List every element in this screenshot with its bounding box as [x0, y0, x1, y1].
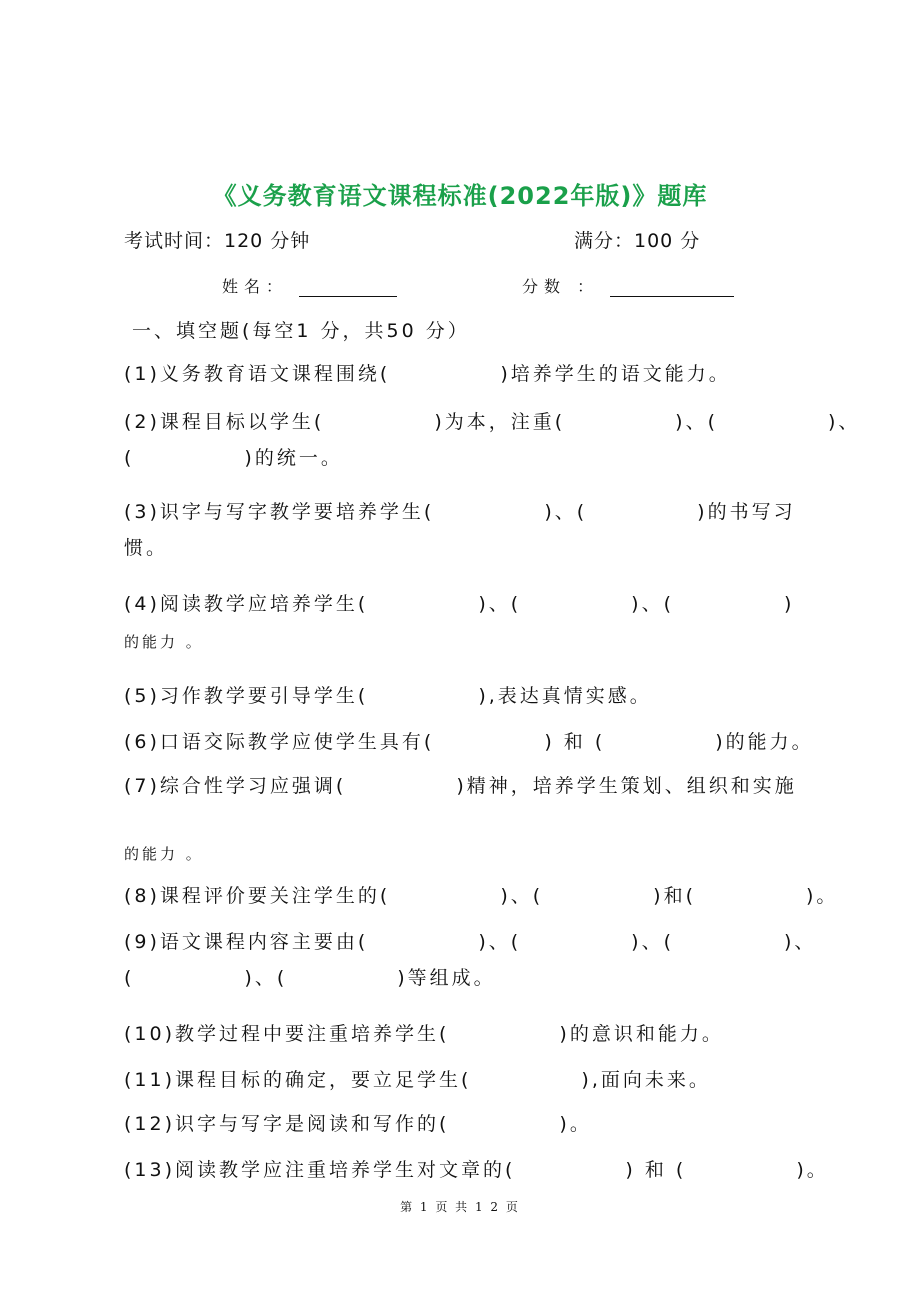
question-5: (5)习作教学要引导学生( ),表达真情实感。 — [124, 685, 652, 707]
name-field — [222, 274, 397, 297]
score-label: 分数 ： — [522, 277, 600, 296]
question-3-line-2: 惯。 — [124, 537, 169, 559]
question-7-line-2: 的能力 。 — [124, 845, 204, 863]
question-6: (6)口语交际教学应使学生具有( ) 和 ( )的能力。 — [124, 731, 814, 753]
question-3-line-1: (3)识字与写字教学要培养学生( )、( )的书写习 — [124, 501, 796, 523]
question-1: (1)义务教育语文课程围绕( )培养学生的语文能力。 — [124, 363, 731, 385]
question-7-line-1: (7)综合性学习应强调( )精神，培养学生策划、组织和实施 — [124, 775, 797, 797]
question-10: (10)教学过程中要注重培养学生( )的意识和能力。 — [124, 1023, 724, 1045]
page-footer: 第 1 页 共 1 2 页 — [400, 1200, 520, 1214]
section-title: 一、填空题(每空1 分，共50 分） — [132, 320, 470, 342]
score-blank-line — [610, 278, 734, 297]
question-12: (12)识字与写字是阅读和写作的( )。 — [124, 1113, 592, 1135]
name-blank-line — [299, 278, 397, 297]
score-field — [522, 274, 734, 297]
question-9-line-1: (9)语文课程内容主要由( )、( )、( )、 — [124, 931, 817, 953]
name-label: 姓名： — [222, 277, 289, 296]
question-8: (8)课程评价要关注学生的( )、( )和( )。 — [124, 885, 839, 907]
question-4-line-1: (4)阅读教学应培养学生( )、( )、( ) — [124, 593, 795, 615]
question-2-line-2: ( )的统一。 — [124, 447, 343, 469]
question-11: (11)课程目标的确定，要立足学生( ),面向未来。 — [124, 1069, 711, 1091]
question-2-line-1: (2)课程目标以学生( )为本，注重( )、( )、 — [124, 411, 861, 433]
document-title: 《义务教育语文课程标准(2022年版)》题库 — [212, 182, 708, 210]
question-9-line-2: ( )、( )等组成。 — [124, 967, 496, 989]
question-4-line-2: 的能力 。 — [124, 633, 204, 651]
full-score: 满分：100 分 — [574, 230, 701, 252]
question-13: (13)阅读教学应注重培养学生对文章的( ) 和 ( )。 — [124, 1159, 829, 1181]
exam-time: 考试时间：120 分钟 — [124, 230, 311, 252]
